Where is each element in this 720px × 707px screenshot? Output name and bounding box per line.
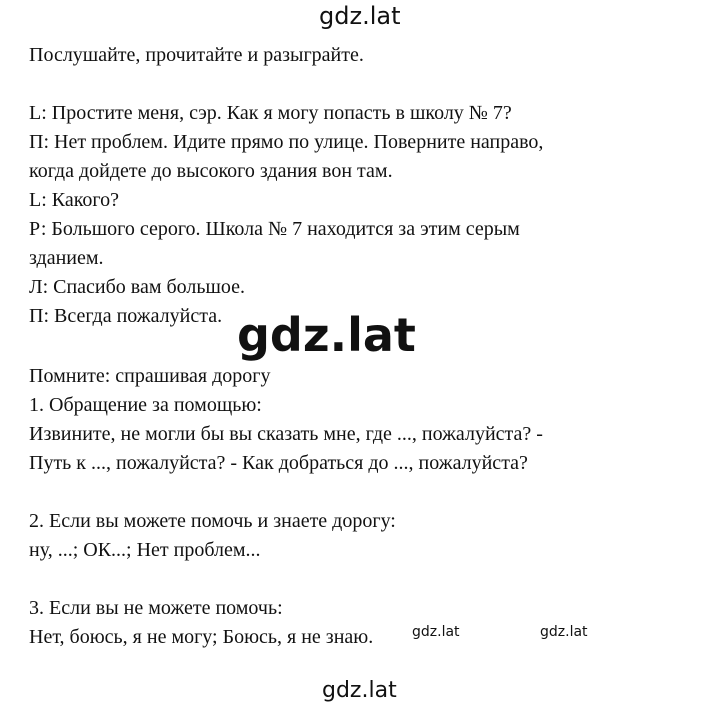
watermark-inline: gdz.lat xyxy=(540,624,588,640)
dialogue-line: когда дойдете до высокого здания вон там. xyxy=(29,160,393,182)
dialogue-line: Л: Спасибо вам большое. xyxy=(29,276,246,298)
watermark-bottom: gdz.lat xyxy=(322,678,397,703)
dialogue-line: L: Какого? xyxy=(29,189,120,211)
section-2-line: ну, ...; ОК...; Нет проблем... xyxy=(29,539,261,561)
dialogue-line: П: Нет проблем. Идите прямо по улице. Поверните направо, xyxy=(29,131,544,153)
dialogue-line: Р: Большого серого. Школа № 7 находится за этим серым xyxy=(29,218,520,240)
dialogue-line: L: Простите меня, сэр. Как я могу попасть в школу № 7? xyxy=(29,102,512,124)
instruction-text: Послушайте, прочитайте и разыграйте. xyxy=(29,44,364,66)
section-2-title: 2. Если вы можете помочь и знаете дорогу: xyxy=(29,510,396,532)
section-1-title: 1. Обращение за помощью: xyxy=(29,394,262,416)
watermark-top: gdz.lat xyxy=(319,2,401,30)
watermark-center: gdz.lat xyxy=(237,308,416,362)
watermark-inline: gdz.lat xyxy=(412,624,460,640)
dialogue-line: зданием. xyxy=(29,247,104,269)
section-3-line: Нет, боюсь, я не могу; Боюсь, я не знаю. xyxy=(29,626,374,648)
dialogue-line: П: Всегда пожалуйста. xyxy=(29,305,223,327)
remember-heading: Помните: спрашивая дорогу xyxy=(29,365,271,387)
section-1-line: Извините, не могли бы вы сказать мне, где ..., пожалуйста? - xyxy=(29,423,543,445)
section-1-line: Путь к ..., пожалуйста? - Как добраться до ..., пожалуйста? xyxy=(29,452,528,474)
section-3-title: 3. Если вы не можете помочь: xyxy=(29,597,283,619)
